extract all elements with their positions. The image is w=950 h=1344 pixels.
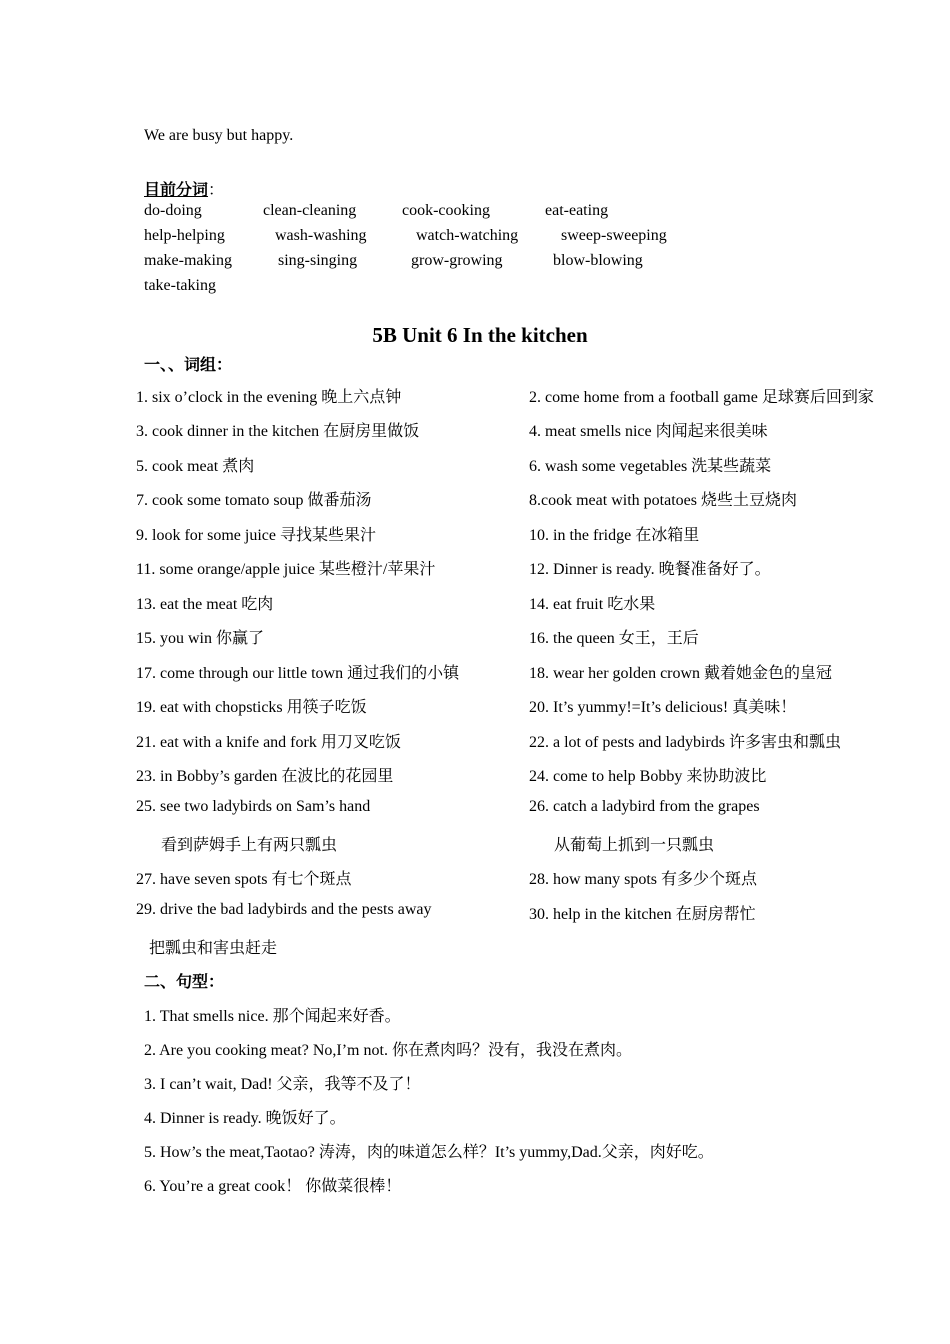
sentence-item: 1. That smells nice. 那个闻起来好香。 bbox=[144, 1008, 401, 1025]
phrase-item-translation: 把瓢虫和害虫赶走 bbox=[149, 940, 278, 957]
phrase-item: 12. Dinner is ready. 晚餐准备好了。 bbox=[529, 561, 771, 578]
phrase-item: 30. help in the kitchen 在厨房帮忙 bbox=[529, 906, 756, 923]
phrase-item: 22. a lot of pests and ladybirds 许多害虫和瓢虫 bbox=[529, 734, 841, 751]
phrase-item: 6. wash some vegetables 洗某些蔬菜 bbox=[529, 458, 772, 475]
phrase-item: 2. come home from a football game 足球赛后回到家 bbox=[529, 389, 874, 406]
participle-cell: eat-eating bbox=[545, 202, 609, 219]
phrase-item: 17. come through our little town 通过我们的小镇 bbox=[136, 665, 460, 682]
phrase-item: 7. cook some tomato soup 做番茄汤 bbox=[136, 492, 372, 509]
participles-heading-colon: ： bbox=[208, 182, 225, 199]
phrase-item-translation: 看到萨姆手上有两只瓢虫 bbox=[161, 837, 338, 854]
sentence-item: 2. Are you cooking meat? No,I’m not. 你在煮肉吗？没有，我没在煮肉。 bbox=[144, 1042, 632, 1059]
participle-cell: clean-cleaning bbox=[263, 202, 357, 219]
phrase-item: 28. how many spots 有多少个斑点 bbox=[529, 871, 758, 888]
participle-cell: blow-blowing bbox=[553, 252, 643, 269]
page-title: 5B Unit 6 In the kitchen bbox=[372, 323, 588, 347]
phrase-item: 21. eat with a knife and fork 用刀叉吃饭 bbox=[136, 734, 401, 751]
phrase-item: 18. wear her golden crown 戴着她金色的皇冠 bbox=[529, 665, 833, 682]
phrase-item: 19. eat with chopsticks 用筷子吃饭 bbox=[136, 699, 367, 716]
section2-heading: 二、句型： bbox=[144, 974, 225, 991]
section1-heading: 一、、词组： bbox=[144, 357, 233, 374]
participle-cell: take-taking bbox=[144, 277, 216, 294]
phrase-item-translation: 从葡萄上抓到一只瓢虫 bbox=[554, 837, 715, 854]
phrase-item: 26. catch a ladybird from the grapes bbox=[529, 798, 760, 815]
intro-line: We are busy but happy. bbox=[144, 127, 294, 144]
phrase-item: 8.cook meat with potatoes 烧些土豆烧肉 bbox=[529, 492, 797, 509]
participle-cell: sing-singing bbox=[278, 252, 358, 269]
sentence-item: 5. How’s the meat,Taotao? 涛涛，肉的味道怎么样？It’s yummy,Dad.父亲，肉好吃。 bbox=[144, 1144, 714, 1161]
phrase-item: 14. eat fruit 吃水果 bbox=[529, 596, 656, 613]
participle-cell: grow-growing bbox=[411, 252, 503, 269]
phrase-item: 3. cook dinner in the kitchen 在厨房里做饭 bbox=[136, 423, 420, 440]
participles-heading-text: 目前分词 bbox=[144, 182, 209, 199]
phrase-item: 1. six o’clock in the evening 晚上六点钟 bbox=[136, 389, 402, 406]
phrase-item: 5. cook meat 煮肉 bbox=[136, 458, 255, 475]
phrase-item: 15. you win 你赢了 bbox=[136, 630, 265, 647]
participle-cell: cook-cooking bbox=[402, 202, 490, 219]
participle-cell: watch-watching bbox=[416, 227, 519, 244]
sentence-item: 3. I can’t wait, Dad! 父亲，我等不及了！ bbox=[144, 1076, 421, 1093]
phrase-item: 9. look for some juice 寻找某些果汁 bbox=[136, 527, 376, 544]
phrase-item: 29. drive the bad ladybirds and the pests away bbox=[136, 901, 432, 918]
phrase-item: 13. eat the meat 吃肉 bbox=[136, 596, 274, 613]
phrase-item: 23. in Bobby’s garden 在波比的花园里 bbox=[136, 768, 394, 785]
participle-cell: make-making bbox=[144, 252, 232, 269]
phrase-item: 10. in the fridge 在冰箱里 bbox=[529, 527, 700, 544]
sentence-item: 4. Dinner is ready. 晚饭好了。 bbox=[144, 1110, 346, 1127]
phrase-item: 27. have seven spots 有七个斑点 bbox=[136, 871, 352, 888]
phrase-item: 11. some orange/apple juice 某些橙汁/苹果汁 bbox=[136, 561, 436, 578]
phrase-item: 25. see two ladybirds on Sam’s hand bbox=[136, 798, 371, 815]
phrase-item: 4. meat smells nice 肉闻起来很美味 bbox=[529, 423, 768, 440]
participle-cell: sweep-sweeping bbox=[561, 227, 667, 244]
participles-heading bbox=[144, 177, 224, 200]
phrase-item: 16. the queen 女王，王后 bbox=[529, 630, 699, 647]
sentence-item: 6. You’re a great cook！ 你做菜很棒！ bbox=[144, 1178, 402, 1195]
participle-cell: wash-washing bbox=[275, 227, 367, 244]
participle-cell: help-helping bbox=[144, 227, 225, 244]
phrase-item: 24. come to help Bobby 来协助波比 bbox=[529, 768, 767, 785]
participle-cell: do-doing bbox=[144, 202, 202, 219]
phrase-item: 20. It’s yummy!=It’s delicious! 真美味！ bbox=[529, 699, 797, 716]
